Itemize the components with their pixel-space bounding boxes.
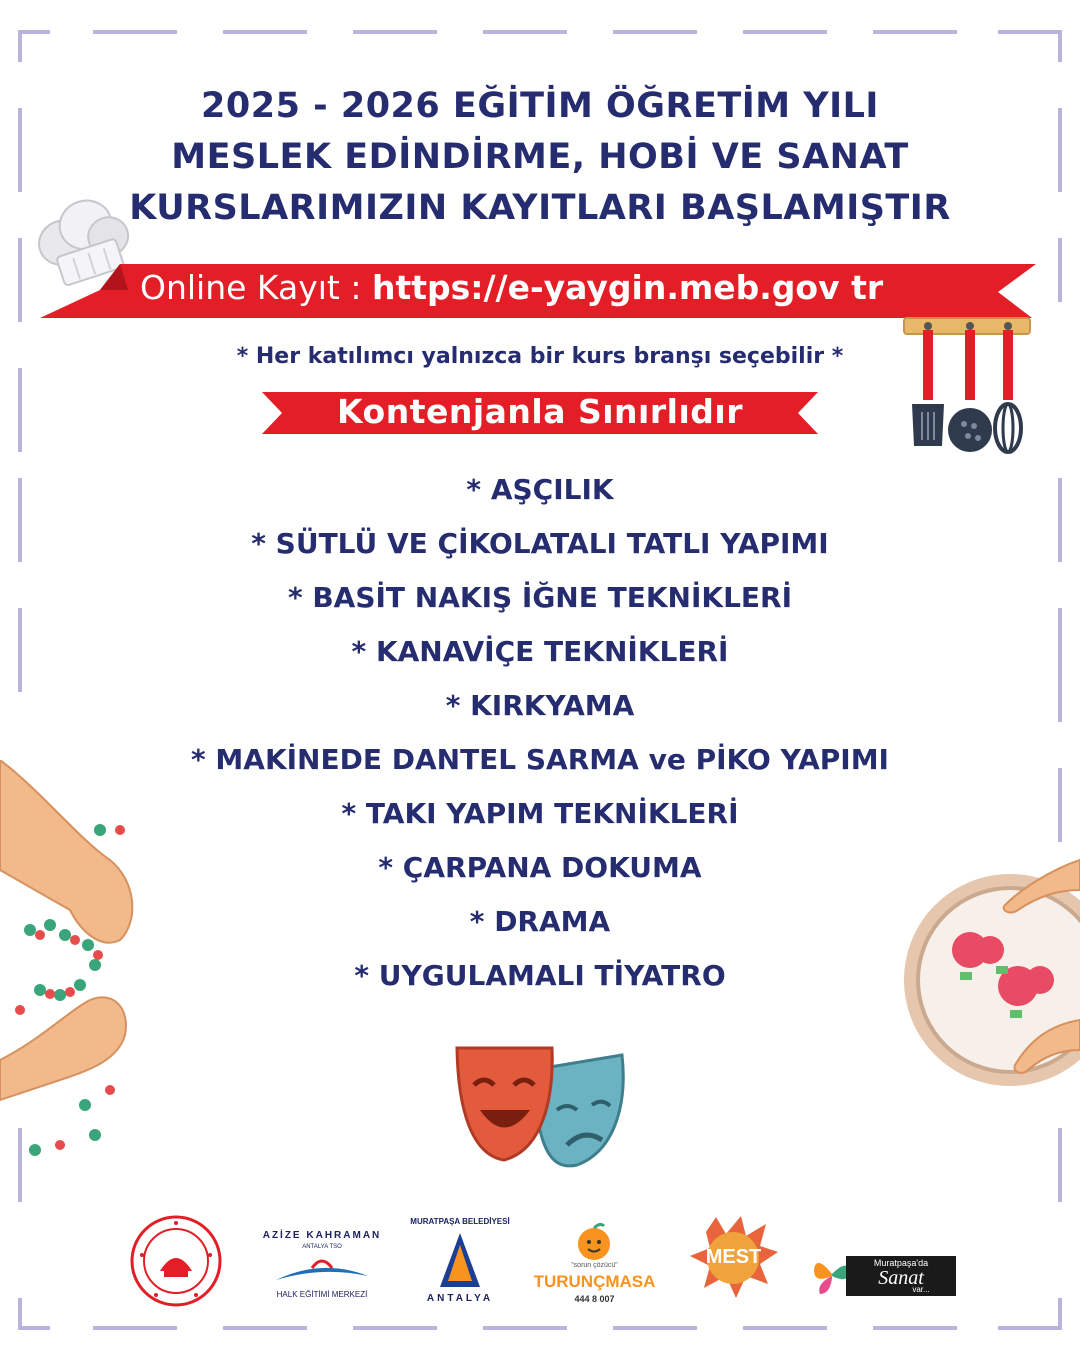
sanat-line3: var... (912, 1285, 930, 1294)
embroidery-hoop-icon (900, 850, 1080, 1110)
sanat-box (846, 1256, 956, 1296)
registration-label: Online Kayıt : (140, 268, 372, 307)
sanat-line1: Muratpaşa'da (873, 1258, 929, 1268)
hem-logo (262, 1228, 382, 1308)
course-item: * UYGULAMALI TİYATRO (354, 959, 726, 992)
bird-swoosh-icon (272, 1252, 372, 1286)
course-item: * KIRKYAMA (445, 689, 635, 722)
beading-hands-icon (0, 760, 150, 1160)
turunc-phone: 444 8 007 (574, 1294, 615, 1304)
belediye-emblem-icon (438, 1231, 482, 1291)
headline-line-3: KURSLARIMIZIN KAYITLARI BAŞLAMIŞTIR (129, 188, 951, 228)
registration-line (140, 268, 960, 307)
belediye-city: ANTALYA (426, 1293, 494, 1304)
turunc-name: TURUNÇMASA (533, 1272, 656, 1291)
sanat-line2: Sanat (878, 1267, 924, 1289)
mest-logo (686, 1212, 781, 1302)
participant-note: * Her katılımcı yalnızca bir kurs branşı seçebilir * (236, 344, 844, 369)
course-item: * ÇARPANA DOKUMA (378, 851, 702, 884)
theatre-masks-icon (452, 1040, 637, 1175)
sanat-logo (812, 1248, 957, 1298)
meb-seal-icon (130, 1215, 222, 1307)
headline-line-1: 2025 - 2026 EĞİTİM ÖĞRETİM YILI (201, 86, 879, 126)
course-item: * SÜTLÜ VE ÇİKOLATALI TATLI YAPIMI (251, 527, 829, 560)
hem-name: AZİZE KAHRAMAN (262, 1230, 382, 1241)
hem-caption: HALK EĞİTİMİ MERKEZİ (276, 1290, 368, 1299)
turunc-slogan: "sorun çözücü" (571, 1262, 618, 1269)
hem-sub: ANTALYA TSO (302, 1244, 342, 1250)
registration-url-link[interactable]: https://e-yaygin.meb.gov tr (371, 268, 884, 307)
course-item: * BASİT NAKIŞ İĞNE TEKNİKLERİ (287, 581, 793, 614)
course-item: * TAKI YAPIM TEKNİKLERİ (341, 797, 739, 830)
quota-text: Kontenjanla Sınırlıdır (337, 392, 743, 431)
mest-name: MEST (705, 1246, 762, 1268)
course-item: * KANAVİÇE TEKNİKLERİ (351, 635, 729, 668)
kitchen-utensils-icon (898, 312, 1038, 462)
belediye-logo (410, 1215, 510, 1310)
course-item: * AŞÇILIK (466, 473, 614, 506)
headline-line-2: MESLEK EDİNDİRME, HOBİ VE SANAT (171, 137, 909, 177)
course-item: * MAKİNEDE DANTEL SARMA ve PİKO YAPIMI (191, 743, 889, 776)
orange-mascot-icon (574, 1222, 614, 1262)
turuncmasa-logo (532, 1222, 657, 1310)
belediye-name: MURATPAŞA BELEDİYESİ (410, 1217, 510, 1226)
course-item: * DRAMA (469, 905, 611, 938)
